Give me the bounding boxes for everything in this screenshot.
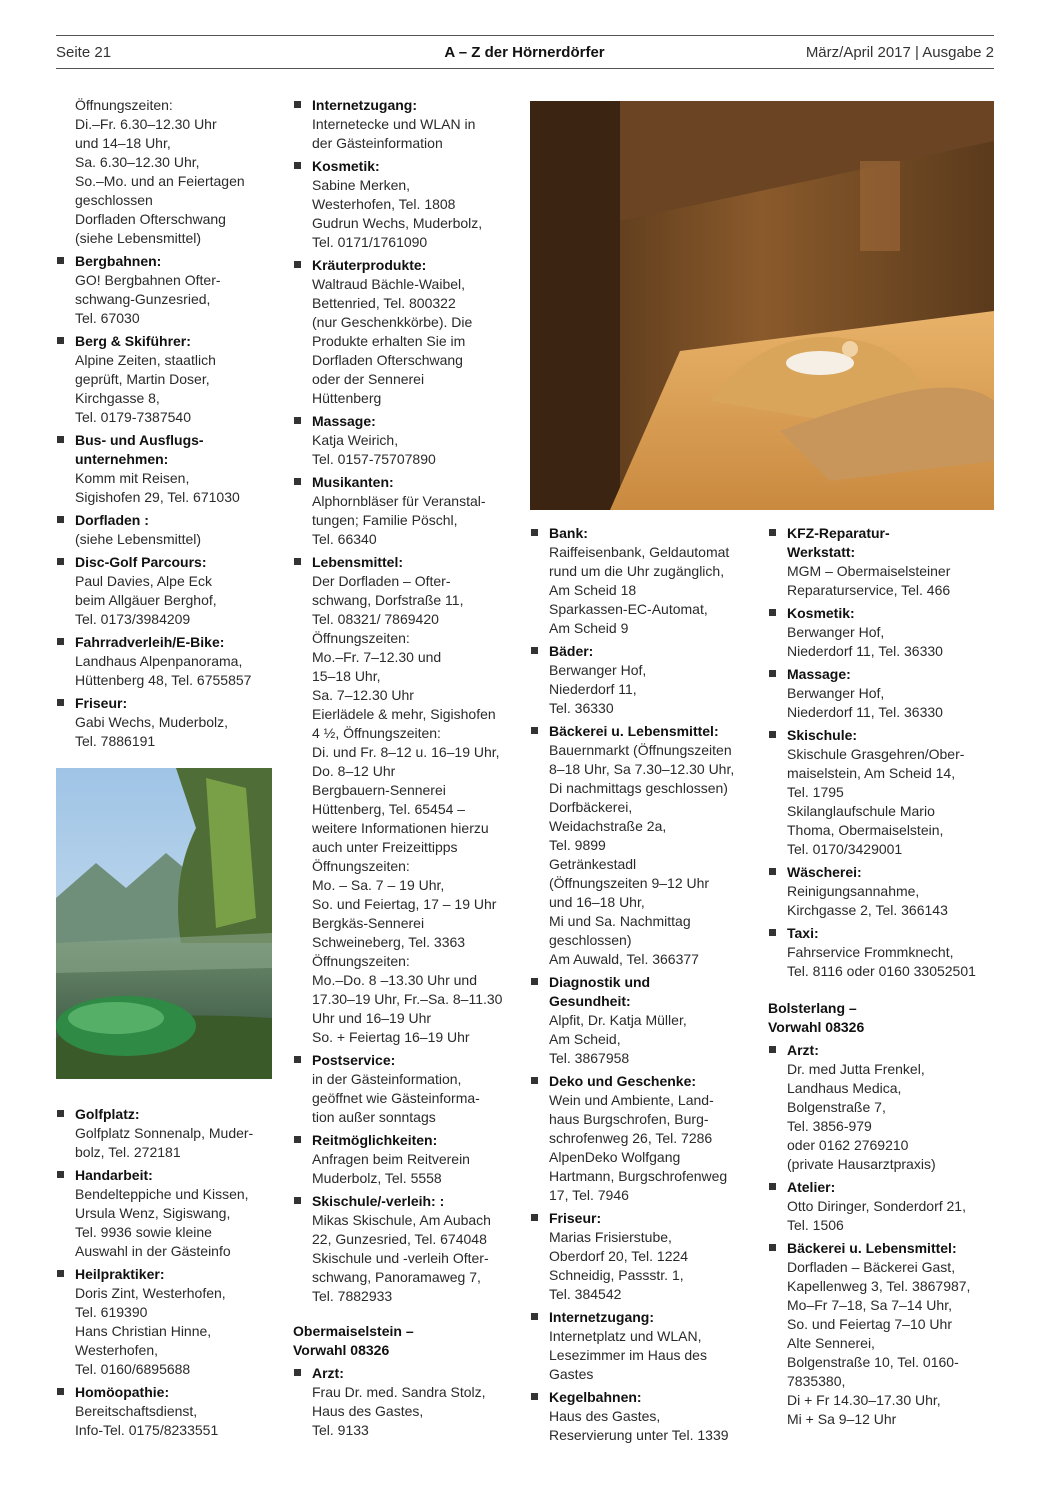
- bullet-square-icon: [531, 1313, 538, 1320]
- directory-entry: [768, 726, 998, 859]
- entry-category: Kosmetik:: [787, 605, 855, 621]
- entry-category: Massage:: [312, 413, 376, 429]
- entry-category: Atelier:: [787, 1179, 836, 1195]
- entry-list: [293, 1364, 523, 1440]
- entry-category: Heilpraktiker:: [75, 1266, 165, 1282]
- directory-entry: [56, 431, 276, 507]
- top-rule: [56, 35, 994, 36]
- bullet-square-icon: [294, 558, 301, 565]
- bullet-square-icon: [531, 529, 538, 536]
- directory-entry: [293, 1131, 523, 1188]
- directory-entry: [768, 524, 998, 600]
- entry-details: Alpine Zeiten, staatlich geprüft, Martin Doser, Kirchgasse 8, Tel. 0179-7387540: [75, 352, 216, 425]
- entry-details: MGM – Obermaiselsteiner Reparaturservice, Tel. 466: [787, 563, 951, 598]
- entry-details: Landhaus Alpenpanorama, Hüttenberg 48, Tel. 6755857: [75, 653, 252, 688]
- entry-details: Skischule Grasgehren/Ober- maiselstein, Am Scheid 14, Tel. 1795 Skilanglaufschule Mario Thoma, Obermaiselstein, Tel. 0170/3429001: [787, 746, 965, 857]
- issue-label: März/April 2017 | Ausgabe 2: [805, 44, 994, 61]
- directory-entry: [768, 665, 998, 722]
- entry-category: Arzt:: [787, 1042, 819, 1058]
- bullet-square-icon: [294, 1369, 301, 1376]
- entry-details: Berwanger Hof, Niederdorf 11, Tel. 36330: [787, 685, 943, 720]
- entry-details: Alphornbläser für Veranstal- tungen; Familie Pöschl, Tel. 66340: [312, 493, 486, 547]
- bullet-square-icon: [57, 337, 64, 344]
- entry-details: Fahrservice Frommknecht, Tel. 8116 oder 0160 33052501: [787, 944, 976, 979]
- directory-entry: [56, 1166, 276, 1261]
- entry-category: Dorfladen :: [75, 512, 149, 528]
- entry-category: Homöopathie:: [75, 1384, 170, 1400]
- directory-entry: [768, 1041, 998, 1174]
- bullet-square-icon: [531, 727, 538, 734]
- directory-entry: [56, 1105, 276, 1162]
- bullet-square-icon: [531, 1393, 538, 1400]
- entry-details: Haus des Gastes, Reservierung unter Tel. 1339: [549, 1408, 729, 1443]
- entry-list: [530, 524, 755, 1445]
- entry-category: Disc-Golf Parcours:: [75, 554, 207, 570]
- page-number: Seite 21: [56, 44, 112, 61]
- column-1: [56, 96, 276, 755]
- directory-entry: [530, 524, 755, 638]
- entry-category: Golfplatz:: [75, 1106, 140, 1122]
- bullet-square-icon: [57, 1388, 64, 1395]
- bullet-square-icon: [57, 516, 64, 523]
- directory-entry: [530, 1388, 755, 1445]
- directory-entry: [56, 1265, 276, 1379]
- entry-details: Mikas Skischule, Am Aubach 22, Gunzesried, Tel. 674048 Skischule und -verleih Ofter- schwang, Panoramaweg 7, Tel. 7882933: [312, 1212, 491, 1304]
- bullet-square-icon: [57, 638, 64, 645]
- entry-category: Bäckerei u. Lebensmittel:: [787, 1240, 957, 1256]
- bullet-square-icon: [769, 1183, 776, 1190]
- column-4: [768, 524, 998, 1433]
- entry-details: Dr. med Jutta Frenkel, Landhaus Medica, Bolgenstraße 7, Tel. 3856-979 oder 0162 2769210 (private Hausarztpraxis): [787, 1061, 936, 1172]
- entry-category: Arzt:: [312, 1365, 344, 1381]
- directory-entry: [530, 1308, 755, 1384]
- bullet-square-icon: [769, 1244, 776, 1251]
- directory-entry: [768, 1239, 998, 1429]
- page-title: A – Z der Hörnerdörfer: [444, 44, 605, 61]
- entry-category: Bäckerei u. Lebensmittel:: [549, 723, 719, 739]
- bullet-square-icon: [57, 257, 64, 264]
- entry-details: Bereitschaftsdienst, Info-Tel. 0175/8233551: [75, 1403, 219, 1438]
- column-2: [293, 96, 523, 1444]
- entry-details: in der Gästeinformation, geöffnet wie Gästeinforma- tion außer sonntags: [312, 1071, 480, 1125]
- bullet-square-icon: [531, 978, 538, 985]
- lake-boat-image: [56, 768, 272, 1079]
- lake-boat-photo: [56, 768, 272, 1079]
- bullet-square-icon: [57, 558, 64, 565]
- entry-category: Bäder:: [549, 643, 594, 659]
- relax-room-image: [530, 101, 994, 510]
- column-3: [530, 524, 755, 1449]
- entry-details: Gabi Wechs, Muderbolz, Tel. 7886191: [75, 714, 229, 749]
- entry-details: Frau Dr. med. Sandra Stolz, Haus des Gastes, Tel. 9133: [312, 1384, 486, 1438]
- header-rule: [56, 68, 994, 69]
- entry-category: Lebensmittel:: [312, 554, 404, 570]
- directory-entry: [293, 473, 523, 549]
- entry-details: Paul Davies, Alpe Eck beim Allgäuer Berghof, Tel. 0173/3984209: [75, 573, 217, 627]
- bullet-square-icon: [769, 1046, 776, 1053]
- entry-details: Reinigungsannahme, Kirchgasse 2, Tel. 366143: [787, 883, 948, 918]
- entry-category: Massage:: [787, 666, 851, 682]
- entry-category: Kräuterprodukte:: [312, 257, 427, 273]
- entry-details: Sabine Merken, Westerhofen, Tel. 1808 Gudrun Wechs, Muderbolz, Tel. 0171/1761090: [312, 177, 483, 250]
- directory-entry: [530, 973, 755, 1068]
- directory-entry: [293, 1051, 523, 1127]
- bullet-square-icon: [57, 1171, 64, 1178]
- entry-details: Bendelteppiche und Kissen, Ursula Wenz, Sigiswang, Tel. 9936 sowie kleine Auswahl in der Gästeinfo: [75, 1186, 249, 1259]
- entry-details: Der Dorfladen – Ofter- schwang, Dorfstraße 11, Tel. 08321/ 7869420 Öffnungszeiten: Mo.–Fr. 7–12.30 und 15–18 Uhr, Sa. 7–12.30 Uhr Eierlädele & mehr, Sigishofen 4 ½, Öffnungszeiten: Di. und Fr. 8–12 u. 16–19 Uhr, Do. 8–12 Uhr Bergbauern-Sennerei Hüttenberg, Tel. 65454 – weitere Informationen hierzu auch unter Freizeittipps Öffnungszeiten: Mo. – Sa. 7 – 19 Uhr, So. und Feiertag, 17 – 19 Uhr Bergkäs-Sennerei Schweineberg, Tel. 3363 Öffnungszeiten: Mo.–Do. 8 –13.30 Uhr und 17.30–19 Uhr, Fr.–Sa. 8–11.30 Uhr und 16–19 Uhr So. + Feiertag 16–19 Uhr: [312, 573, 503, 1045]
- entry-list: [768, 524, 998, 981]
- section-obermaiselstein: Obermaiselstein – Vorwahl 08326: [293, 1323, 414, 1358]
- directory-entry: [293, 96, 523, 153]
- bullet-square-icon: [531, 647, 538, 654]
- directory-entry: [293, 256, 523, 408]
- entry-category: Wäscherei:: [787, 864, 862, 880]
- entry-category: Handarbeit:: [75, 1167, 153, 1183]
- entry-details: Bauernmarkt (Öffnungszeiten 8–18 Uhr, Sa 7.30–12.30 Uhr, Di nachmittags geschlossen) Dorfbäckerei, Weidachstraße 2a, Tel. 9899 Getränkestadl (Öffnungszeiten 9–12 Uhr und 16–18 Uhr, Mi und Sa. Nachmittag geschlossen) Am Auwald, Tel. 366377: [549, 742, 735, 967]
- section-bolsterlang: Bolsterlang – Vorwahl 08326: [768, 1000, 865, 1035]
- entry-details: Dorfladen – Bäckerei Gast, Kapellenweg 3, Tel. 3867987, Mo–Fr 7–18, Sa 7–14 Uhr, So. und Feiertag 7–10 Uhr Alte Sennerei, Bolgenstraße 10, Tel. 0160- 7835380, Di + Fr 14.30–17.30 Uhr, Mi + Sa 9–12 Uhr: [787, 1259, 971, 1427]
- entry-details: Internetplatz und WLAN, Lesezimmer im Haus des Gastes: [549, 1328, 707, 1382]
- entry-category: Reitmöglichkeiten:: [312, 1132, 438, 1148]
- entry-category: Berg & Skiführer:: [75, 333, 191, 349]
- entry-category: Diagnostik und Gesundheit:: [549, 974, 651, 1009]
- column-1-lower: [56, 1105, 276, 1444]
- entry-details: Komm mit Reisen, Sigishofen 29, Tel. 671030: [75, 470, 240, 505]
- bullet-square-icon: [294, 162, 301, 169]
- entry-details: Golfplatz Sonnenalp, Muder- bolz, Tel. 272181: [75, 1125, 254, 1160]
- bullet-square-icon: [769, 529, 776, 536]
- directory-entry: [530, 722, 755, 969]
- entry-category: Postservice:: [312, 1052, 396, 1068]
- bullet-square-icon: [294, 1056, 301, 1063]
- bullet-square-icon: [57, 699, 64, 706]
- directory-entry: [768, 1178, 998, 1235]
- directory-entry: [293, 157, 523, 252]
- entry-category: Bus- und Ausflugs- unternehmen:: [75, 432, 204, 467]
- directory-entry: [56, 252, 276, 328]
- directory-entry: [530, 642, 755, 718]
- directory-entry: [768, 604, 998, 661]
- relax-room-photo: [530, 101, 994, 510]
- entry-category: Bank:: [549, 525, 588, 541]
- directory-entry: [293, 1364, 523, 1440]
- resting-person: [786, 351, 854, 375]
- directory-entry: [530, 1209, 755, 1304]
- entry-category: Taxi:: [787, 925, 819, 941]
- entry-list: [768, 1041, 998, 1429]
- bullet-square-icon: [294, 478, 301, 485]
- directory-entry: [293, 412, 523, 469]
- entry-category: Skischule/-verleih: :: [312, 1193, 445, 1209]
- entry-category: Internetzugang:: [312, 97, 417, 113]
- directory-entry: [56, 332, 276, 427]
- entry-category: Kosmetik:: [312, 158, 380, 174]
- entry-category: Friseur:: [75, 695, 128, 711]
- entry-details: Doris Zint, Westerhofen, Tel. 619390 Hans Christian Hinne, Westerhofen, Tel. 0160/6895688: [75, 1285, 226, 1377]
- entry-category: Skischule:: [787, 727, 858, 743]
- directory-entry: [530, 1072, 755, 1205]
- directory-entry: [56, 1383, 276, 1440]
- directory-entry: [768, 863, 998, 920]
- directory-entry: [56, 553, 276, 629]
- entry-details: (siehe Lebensmittel): [75, 531, 202, 547]
- entry-details: Berwanger Hof, Niederdorf 11, Tel. 36330: [549, 662, 647, 716]
- entry-category: Kegelbahnen:: [549, 1389, 642, 1405]
- bullet-square-icon: [769, 731, 776, 738]
- entry-details: Internetecke und WLAN in der Gästeinformation: [312, 116, 476, 151]
- entry-category: Fahrradverleih/E-Bike:: [75, 634, 225, 650]
- entry-details: Alpfit, Dr. Katja Müller, Am Scheid, Tel. 3867958: [549, 1012, 687, 1066]
- entry-details: Anfragen beim Reitverein Muderbolz, Tel. 5558: [312, 1151, 470, 1186]
- entry-list: [56, 252, 276, 751]
- entry-details: Wein und Ambiente, Land- haus Burgschrofen, Burg- schrofenweg 26, Tel. 7286 AlpenDeko Wolfgang Hartmann, Burgschrofenweg 17, Tel. 7946: [549, 1092, 728, 1203]
- entry-details: Otto Diringer, Sonderdorf 21, Tel. 1506: [787, 1198, 966, 1233]
- bullet-square-icon: [769, 670, 776, 677]
- directory-entry: [56, 633, 276, 690]
- entry-details: Berwanger Hof, Niederdorf 11, Tel. 36330: [787, 624, 943, 659]
- entry-category: Musikanten:: [312, 474, 394, 490]
- bullet-square-icon: [769, 868, 776, 875]
- bullet-square-icon: [294, 1197, 301, 1204]
- entry-details: Raiffeisenbank, Geldautomat rund um die Uhr zugänglich, Am Scheid 18 Sparkassen-EC-Automat, Am Scheid 9: [549, 544, 730, 636]
- opening-hours-text: Öffnungszeiten: Di.–Fr. 6.30–12.30 Uhr und 14–18 Uhr, Sa. 6.30–12.30 Uhr, So.–Mo. und an Feiertagen geschlossen Dorfladen Ofterschwang (siehe Lebensmittel): [75, 97, 245, 246]
- entry-category: Internetzugang:: [549, 1309, 654, 1325]
- bullet-square-icon: [294, 417, 301, 424]
- bullet-square-icon: [294, 101, 301, 108]
- directory-entry: [56, 694, 276, 751]
- bullet-square-icon: [57, 436, 64, 443]
- bullet-square-icon: [57, 1110, 64, 1117]
- entry-category: Bergbahnen:: [75, 253, 162, 269]
- entry-category: Friseur:: [549, 1210, 602, 1226]
- bullet-square-icon: [531, 1077, 538, 1084]
- bullet-square-icon: [769, 929, 776, 936]
- entry-category: Deko und Geschenke:: [549, 1073, 697, 1089]
- entry-details: Marias Frisierstube, Oberdorf 20, Tel. 1224 Schneidig, Passstr. 1, Tel. 384542: [549, 1229, 689, 1302]
- directory-entry: [293, 1192, 523, 1306]
- entry-list: [293, 96, 523, 1306]
- bullet-square-icon: [769, 609, 776, 616]
- directory-entry: [293, 553, 523, 1047]
- bullet-square-icon: [294, 1136, 301, 1143]
- bullet-square-icon: [294, 261, 301, 268]
- entry-details: Katja Weirich, Tel. 0157-75707890: [312, 432, 436, 467]
- bullet-square-icon: [531, 1214, 538, 1221]
- directory-entry: [768, 924, 998, 981]
- entry-category: KFZ-Reparatur- Werkstatt:: [787, 525, 890, 560]
- entry-details: GO! Bergbahnen Ofter- schwang-Gunzesried, Tel. 67030: [75, 272, 221, 326]
- entry-details: Waltraud Bächle-Waibel, Bettenried, Tel. 800322 (nur Geschenkkörbe). Die Produkte erhalten Sie im Dorfladen Ofterschwang oder der Sennerei Hüttenberg: [312, 276, 473, 406]
- entry-list: [56, 1105, 276, 1440]
- directory-entry: [56, 511, 276, 549]
- bullet-square-icon: [57, 1270, 64, 1277]
